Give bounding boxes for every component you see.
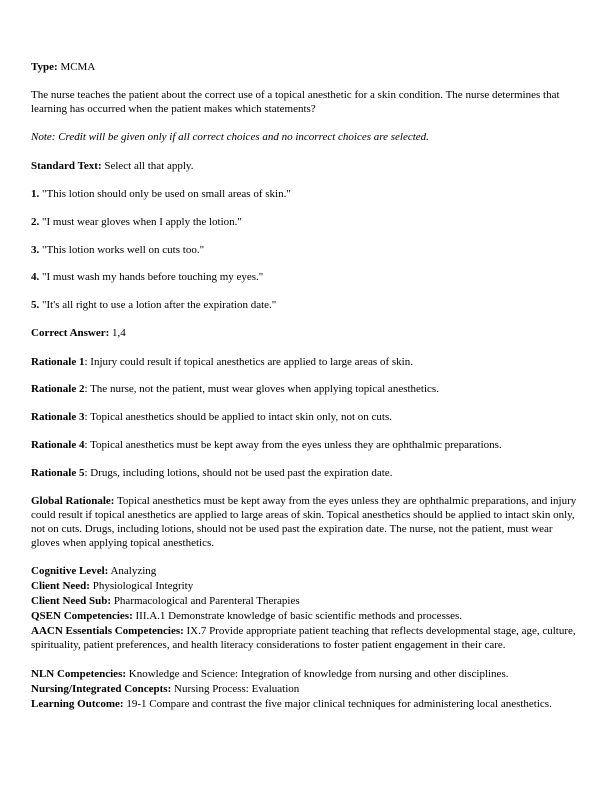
correct-answer-value: 1,4 <box>112 327 126 339</box>
meta-qsen <box>31 609 577 623</box>
rationale-label: Rationale 1 <box>31 356 85 368</box>
answer-option-5 <box>31 298 577 312</box>
rationale-1 <box>31 355 577 369</box>
rationale-3 <box>31 410 577 424</box>
type-label: Type: <box>31 61 58 73</box>
answer-option-1 <box>31 187 577 201</box>
meta-nursing-concepts <box>31 682 577 696</box>
correct-answer <box>31 326 577 340</box>
meta-label: QSEN Competencies: <box>31 610 133 622</box>
standard-text-label: Standard Text: <box>31 160 102 172</box>
meta-learning-outcome <box>31 697 577 711</box>
question-type <box>31 60 577 74</box>
answer-option-3 <box>31 243 577 257</box>
rationale-label: Rationale 4 <box>31 439 85 451</box>
meta-label: Cognitive Level: <box>31 565 109 577</box>
global-rationale <box>31 494 577 550</box>
correct-answer-label: Correct Answer: <box>31 327 110 339</box>
rationale-4 <box>31 438 577 452</box>
global-rationale-text: Topical anesthetics must be kept away from the eyes unless they are ophthalmic preparations, and injury could result if topical anesthetics are applied to large areas of skin. Topical anesthetics should be applied to intact skin only, not on cuts. Drugs, including lotions, should not be used past the expiration date. The nurse, not the patient, must wear gloves when applying topical anesthetics. <box>31 495 577 549</box>
option-text: "I must wash my hands before touching my eyes." <box>42 271 264 283</box>
rationale-text: : Topical anesthetics must be kept away from the eyes unless they are ophthalmic preparations. <box>84 439 502 451</box>
answer-option-4 <box>31 270 577 284</box>
meta-nln <box>31 667 577 681</box>
standard-text <box>31 159 577 173</box>
meta-cognitive-level <box>31 564 577 578</box>
option-text: "I must wear gloves when I apply the lotion." <box>42 216 242 228</box>
meta-label: Client Need: <box>31 580 90 592</box>
option-number: 4. <box>31 271 40 283</box>
rationale-2 <box>31 382 577 396</box>
option-number: 2. <box>31 216 40 228</box>
meta-value: 19-1 Compare and contrast the five major clinical techniques for administering local anesthetics. <box>126 698 552 710</box>
meta-label: AACN Essentials Competencies: <box>31 625 184 637</box>
option-number: 3. <box>31 244 40 256</box>
meta-value: Nursing Process: Evaluation <box>174 683 300 695</box>
rationale-text: : Injury could result if topical anesthetics are applied to large areas of skin. <box>84 356 413 368</box>
rationale-text: : Topical anesthetics should be applied to intact skin only, not on cuts. <box>84 411 392 423</box>
meta-label: NLN Competencies: <box>31 668 127 680</box>
rationale-label: Rationale 3 <box>31 411 85 423</box>
meta-value: Analyzing <box>110 565 157 577</box>
option-text: "This lotion should only be used on small areas of skin." <box>42 188 291 200</box>
meta-value: Knowledge and Science: Integration of knowledge from nursing and other disciplines. <box>128 668 509 680</box>
meta-client-need-sub <box>31 594 577 608</box>
meta-value: III.A.1 Demonstrate knowledge of basic scientific methods and processes. <box>135 610 463 622</box>
meta-label: Client Need Sub: <box>31 595 112 607</box>
meta-value: Pharmacological and Parenteral Therapies <box>113 595 300 607</box>
rationale-label: Rationale 2 <box>31 383 85 395</box>
meta-value: Physiological Integrity <box>92 580 194 592</box>
option-number: 5. <box>31 299 40 311</box>
meta-value: IX.7 Provide appropriate patient teaching that reflects developmental stage, age, culture, spirituality, patient preferences, and health literacy considerations to foster patient engagement in their care. <box>31 625 576 651</box>
answer-option-2 <box>31 215 577 229</box>
rationale-label: Rationale 5 <box>31 467 85 479</box>
option-text: "This lotion works well on cuts too." <box>42 244 205 256</box>
rationale-text: : Drugs, including lotions, should not be used past the expiration date. <box>84 467 393 479</box>
meta-label: Learning Outcome: <box>31 698 124 710</box>
question-stem: The nurse teaches the patient about the correct use of a topical anesthetic for a skin condition. The nurse determines that learning has occurred when the patient makes which statements? <box>31 89 560 115</box>
type-value: MCMA <box>60 61 96 73</box>
meta-label: Nursing/Integrated Concepts: <box>31 683 172 695</box>
rationale-text: : The nurse, not the patient, must wear gloves when applying topical anesthetics. <box>84 383 439 395</box>
option-text: "It's all right to use a lotion after the expiration date." <box>42 299 277 311</box>
option-number: 1. <box>31 188 40 200</box>
rationale-5 <box>31 466 577 480</box>
meta-client-need <box>31 579 577 593</box>
standard-text-value: Select all that apply. <box>104 160 194 172</box>
scoring-note: Note: Credit will be given only if all correct choices and no incorrect choices are selected. <box>31 131 429 143</box>
meta-aacn <box>31 624 577 652</box>
global-rationale-label: Global Rationale: <box>31 495 115 507</box>
